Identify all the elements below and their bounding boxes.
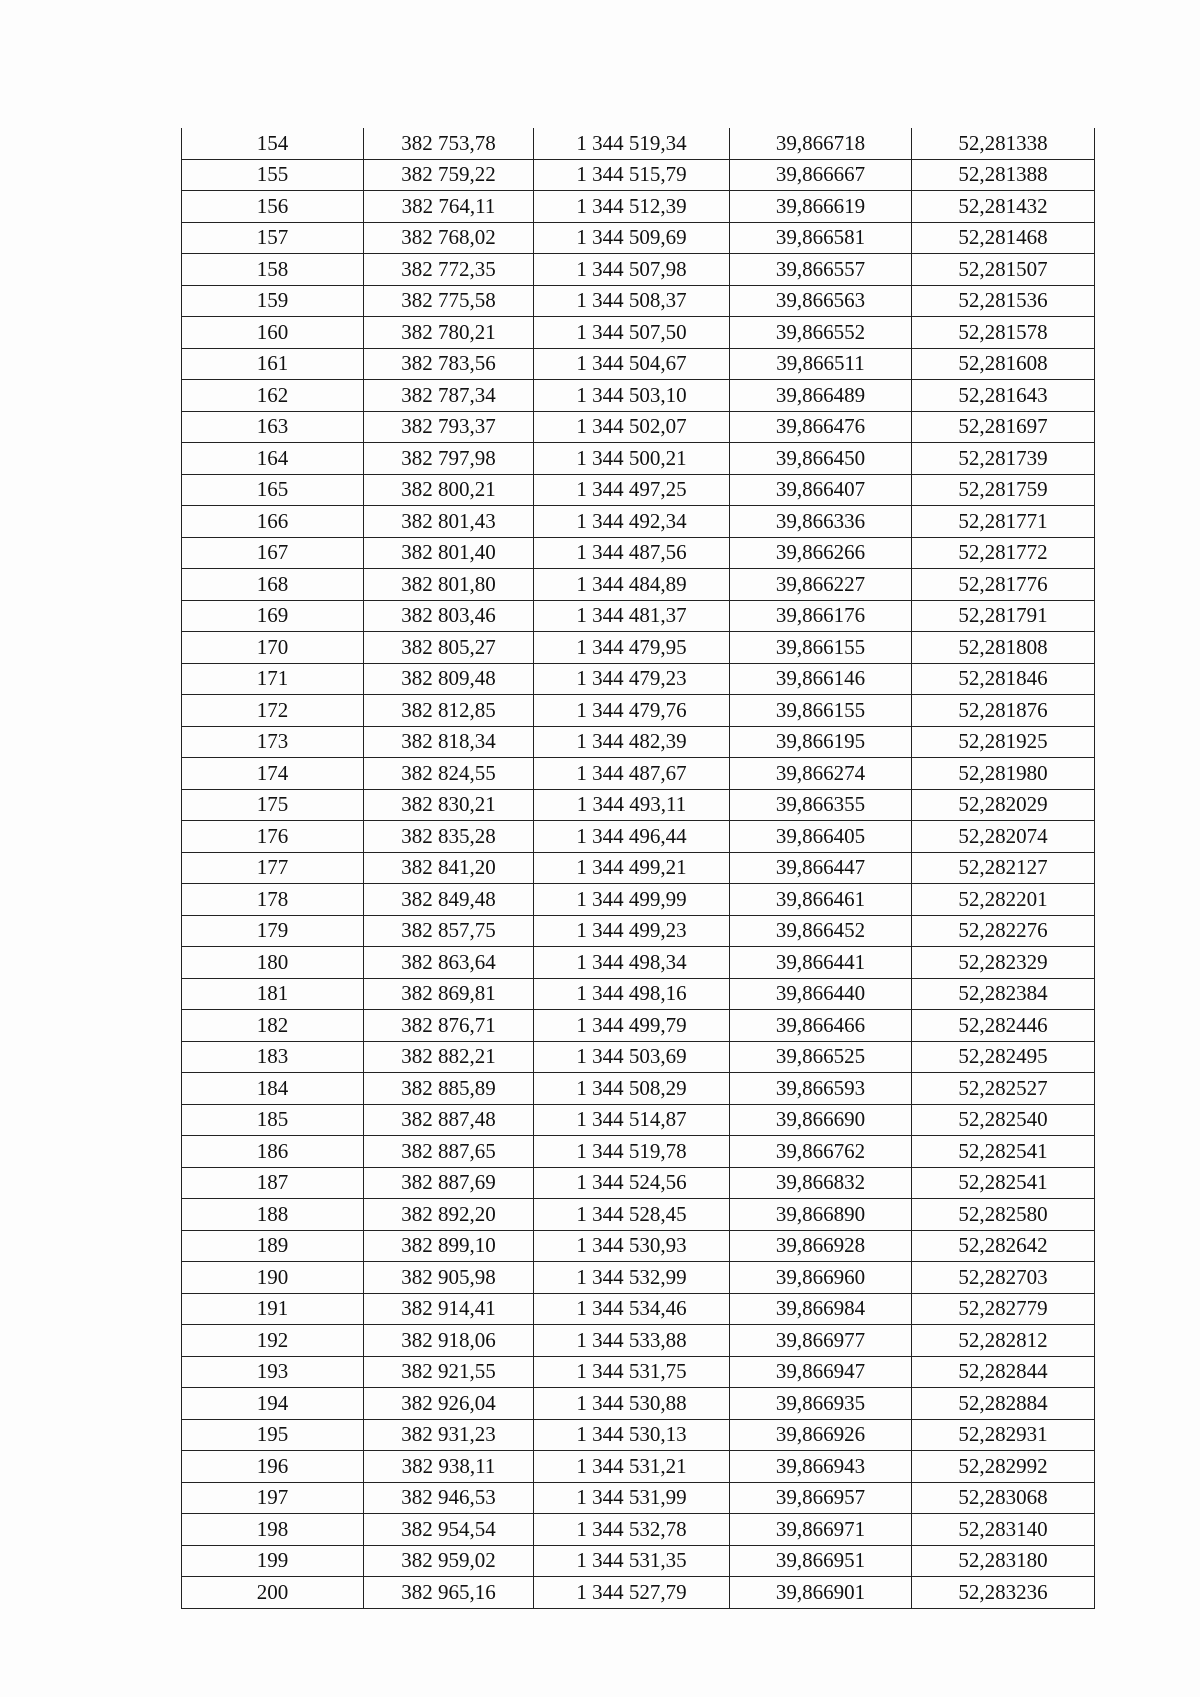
y-coordinate-cell: 1 344 507,98 bbox=[534, 254, 730, 286]
x-coordinate-cell: 382 801,40 bbox=[364, 537, 534, 569]
latitude-cell: 52,281771 bbox=[912, 506, 1095, 538]
latitude-cell: 52,282779 bbox=[912, 1293, 1095, 1325]
longitude-cell: 39,866928 bbox=[730, 1230, 912, 1262]
longitude-cell: 39,866155 bbox=[730, 695, 912, 727]
latitude-cell: 52,281338 bbox=[912, 128, 1095, 159]
x-coordinate-cell: 382 931,23 bbox=[364, 1419, 534, 1451]
y-coordinate-cell: 1 344 484,89 bbox=[534, 569, 730, 601]
latitude-cell: 52,282884 bbox=[912, 1388, 1095, 1420]
table-row bbox=[182, 852, 1095, 884]
point-number-cell: 167 bbox=[182, 537, 364, 569]
table-row bbox=[182, 1041, 1095, 1073]
latitude-cell: 52,281697 bbox=[912, 411, 1095, 443]
latitude-cell: 52,282541 bbox=[912, 1167, 1095, 1199]
y-coordinate-cell: 1 344 479,23 bbox=[534, 663, 730, 695]
point-number-cell: 185 bbox=[182, 1104, 364, 1136]
y-coordinate-cell: 1 344 482,39 bbox=[534, 726, 730, 758]
longitude-cell: 39,866762 bbox=[730, 1136, 912, 1168]
latitude-cell: 52,282329 bbox=[912, 947, 1095, 979]
y-coordinate-cell: 1 344 493,11 bbox=[534, 789, 730, 821]
latitude-cell: 52,282446 bbox=[912, 1010, 1095, 1042]
x-coordinate-cell: 382 800,21 bbox=[364, 474, 534, 506]
latitude-cell: 52,281808 bbox=[912, 632, 1095, 664]
point-number-cell: 165 bbox=[182, 474, 364, 506]
longitude-cell: 39,866336 bbox=[730, 506, 912, 538]
coordinates-table bbox=[181, 128, 1095, 1609]
x-coordinate-cell: 382 824,55 bbox=[364, 758, 534, 790]
x-coordinate-cell: 382 812,85 bbox=[364, 695, 534, 727]
point-number-cell: 157 bbox=[182, 222, 364, 254]
table-row bbox=[182, 1136, 1095, 1168]
latitude-cell: 52,281980 bbox=[912, 758, 1095, 790]
x-coordinate-cell: 382 946,53 bbox=[364, 1482, 534, 1514]
latitude-cell: 52,282384 bbox=[912, 978, 1095, 1010]
table-row bbox=[182, 1545, 1095, 1577]
x-coordinate-cell: 382 830,21 bbox=[364, 789, 534, 821]
y-coordinate-cell: 1 344 528,45 bbox=[534, 1199, 730, 1231]
y-coordinate-cell: 1 344 496,44 bbox=[534, 821, 730, 853]
point-number-cell: 197 bbox=[182, 1482, 364, 1514]
y-coordinate-cell: 1 344 530,88 bbox=[534, 1388, 730, 1420]
latitude-cell: 52,282276 bbox=[912, 915, 1095, 947]
x-coordinate-cell: 382 959,02 bbox=[364, 1545, 534, 1577]
table-row bbox=[182, 1262, 1095, 1294]
table-row bbox=[182, 915, 1095, 947]
latitude-cell: 52,282127 bbox=[912, 852, 1095, 884]
y-coordinate-cell: 1 344 479,95 bbox=[534, 632, 730, 664]
latitude-cell: 52,281468 bbox=[912, 222, 1095, 254]
point-number-cell: 173 bbox=[182, 726, 364, 758]
longitude-cell: 39,866947 bbox=[730, 1356, 912, 1388]
table-row bbox=[182, 1104, 1095, 1136]
latitude-cell: 52,282642 bbox=[912, 1230, 1095, 1262]
latitude-cell: 52,281643 bbox=[912, 380, 1095, 412]
latitude-cell: 52,281739 bbox=[912, 443, 1095, 475]
table-row bbox=[182, 1199, 1095, 1231]
table-row bbox=[182, 726, 1095, 758]
x-coordinate-cell: 382 921,55 bbox=[364, 1356, 534, 1388]
point-number-cell: 160 bbox=[182, 317, 364, 349]
longitude-cell: 39,866890 bbox=[730, 1199, 912, 1231]
latitude-cell: 52,281925 bbox=[912, 726, 1095, 758]
latitude-cell: 52,282540 bbox=[912, 1104, 1095, 1136]
y-coordinate-cell: 1 344 530,13 bbox=[534, 1419, 730, 1451]
longitude-cell: 39,866447 bbox=[730, 852, 912, 884]
y-coordinate-cell: 1 344 533,88 bbox=[534, 1325, 730, 1357]
latitude-cell: 52,282931 bbox=[912, 1419, 1095, 1451]
table-row bbox=[182, 1010, 1095, 1042]
y-coordinate-cell: 1 344 499,23 bbox=[534, 915, 730, 947]
latitude-cell: 52,281791 bbox=[912, 600, 1095, 632]
x-coordinate-cell: 382 926,04 bbox=[364, 1388, 534, 1420]
point-number-cell: 163 bbox=[182, 411, 364, 443]
y-coordinate-cell: 1 344 531,75 bbox=[534, 1356, 730, 1388]
latitude-cell: 52,282201 bbox=[912, 884, 1095, 916]
longitude-cell: 39,866943 bbox=[730, 1451, 912, 1483]
point-number-cell: 164 bbox=[182, 443, 364, 475]
point-number-cell: 186 bbox=[182, 1136, 364, 1168]
point-number-cell: 187 bbox=[182, 1167, 364, 1199]
latitude-cell: 52,282541 bbox=[912, 1136, 1095, 1168]
x-coordinate-cell: 382 764,11 bbox=[364, 191, 534, 223]
table-row bbox=[182, 600, 1095, 632]
y-coordinate-cell: 1 344 532,78 bbox=[534, 1514, 730, 1546]
longitude-cell: 39,866195 bbox=[730, 726, 912, 758]
y-coordinate-cell: 1 344 479,76 bbox=[534, 695, 730, 727]
x-coordinate-cell: 382 849,48 bbox=[364, 884, 534, 916]
longitude-cell: 39,866511 bbox=[730, 348, 912, 380]
point-number-cell: 171 bbox=[182, 663, 364, 695]
y-coordinate-cell: 1 344 508,29 bbox=[534, 1073, 730, 1105]
y-coordinate-cell: 1 344 498,16 bbox=[534, 978, 730, 1010]
point-number-cell: 170 bbox=[182, 632, 364, 664]
table-row bbox=[182, 1325, 1095, 1357]
point-number-cell: 199 bbox=[182, 1545, 364, 1577]
longitude-cell: 39,866957 bbox=[730, 1482, 912, 1514]
point-number-cell: 189 bbox=[182, 1230, 364, 1262]
latitude-cell: 52,282527 bbox=[912, 1073, 1095, 1105]
longitude-cell: 39,866355 bbox=[730, 789, 912, 821]
x-coordinate-cell: 382 797,98 bbox=[364, 443, 534, 475]
point-number-cell: 172 bbox=[182, 695, 364, 727]
y-coordinate-cell: 1 344 503,69 bbox=[534, 1041, 730, 1073]
table-row bbox=[182, 1514, 1095, 1546]
latitude-cell: 52,281536 bbox=[912, 285, 1095, 317]
longitude-cell: 39,866718 bbox=[730, 128, 912, 159]
latitude-cell: 52,281578 bbox=[912, 317, 1095, 349]
y-coordinate-cell: 1 344 509,69 bbox=[534, 222, 730, 254]
table-row bbox=[182, 1482, 1095, 1514]
y-coordinate-cell: 1 344 481,37 bbox=[534, 600, 730, 632]
point-number-cell: 200 bbox=[182, 1577, 364, 1609]
point-number-cell: 159 bbox=[182, 285, 364, 317]
x-coordinate-cell: 382 876,71 bbox=[364, 1010, 534, 1042]
y-coordinate-cell: 1 344 527,79 bbox=[534, 1577, 730, 1609]
table-row bbox=[182, 222, 1095, 254]
longitude-cell: 39,866441 bbox=[730, 947, 912, 979]
longitude-cell: 39,866581 bbox=[730, 222, 912, 254]
point-number-cell: 155 bbox=[182, 159, 364, 191]
longitude-cell: 39,866227 bbox=[730, 569, 912, 601]
point-number-cell: 177 bbox=[182, 852, 364, 884]
y-coordinate-cell: 1 344 499,99 bbox=[534, 884, 730, 916]
longitude-cell: 39,866466 bbox=[730, 1010, 912, 1042]
x-coordinate-cell: 382 869,81 bbox=[364, 978, 534, 1010]
longitude-cell: 39,866450 bbox=[730, 443, 912, 475]
y-coordinate-cell: 1 344 534,46 bbox=[534, 1293, 730, 1325]
point-number-cell: 198 bbox=[182, 1514, 364, 1546]
table-row bbox=[182, 317, 1095, 349]
x-coordinate-cell: 382 887,65 bbox=[364, 1136, 534, 1168]
latitude-cell: 52,282074 bbox=[912, 821, 1095, 853]
longitude-cell: 39,866440 bbox=[730, 978, 912, 1010]
x-coordinate-cell: 382 857,75 bbox=[364, 915, 534, 947]
x-coordinate-cell: 382 801,43 bbox=[364, 506, 534, 538]
longitude-cell: 39,866926 bbox=[730, 1419, 912, 1451]
latitude-cell: 52,281846 bbox=[912, 663, 1095, 695]
longitude-cell: 39,866619 bbox=[730, 191, 912, 223]
point-number-cell: 181 bbox=[182, 978, 364, 1010]
x-coordinate-cell: 382 780,21 bbox=[364, 317, 534, 349]
longitude-cell: 39,866563 bbox=[730, 285, 912, 317]
table-row bbox=[182, 191, 1095, 223]
y-coordinate-cell: 1 344 515,79 bbox=[534, 159, 730, 191]
y-coordinate-cell: 1 344 503,10 bbox=[534, 380, 730, 412]
longitude-cell: 39,866667 bbox=[730, 159, 912, 191]
point-number-cell: 196 bbox=[182, 1451, 364, 1483]
coordinates-table-body bbox=[182, 128, 1095, 1608]
point-number-cell: 184 bbox=[182, 1073, 364, 1105]
x-coordinate-cell: 382 753,78 bbox=[364, 128, 534, 159]
y-coordinate-cell: 1 344 531,99 bbox=[534, 1482, 730, 1514]
point-number-cell: 166 bbox=[182, 506, 364, 538]
table-row bbox=[182, 380, 1095, 412]
latitude-cell: 52,281432 bbox=[912, 191, 1095, 223]
x-coordinate-cell: 382 887,48 bbox=[364, 1104, 534, 1136]
latitude-cell: 52,283140 bbox=[912, 1514, 1095, 1546]
x-coordinate-cell: 382 803,46 bbox=[364, 600, 534, 632]
y-coordinate-cell: 1 344 519,78 bbox=[534, 1136, 730, 1168]
y-coordinate-cell: 1 344 532,99 bbox=[534, 1262, 730, 1294]
point-number-cell: 168 bbox=[182, 569, 364, 601]
longitude-cell: 39,866155 bbox=[730, 632, 912, 664]
x-coordinate-cell: 382 905,98 bbox=[364, 1262, 534, 1294]
x-coordinate-cell: 382 882,21 bbox=[364, 1041, 534, 1073]
point-number-cell: 183 bbox=[182, 1041, 364, 1073]
latitude-cell: 52,282580 bbox=[912, 1199, 1095, 1231]
point-number-cell: 179 bbox=[182, 915, 364, 947]
table-row bbox=[182, 1356, 1095, 1388]
x-coordinate-cell: 382 841,20 bbox=[364, 852, 534, 884]
table-row bbox=[182, 758, 1095, 790]
x-coordinate-cell: 382 787,34 bbox=[364, 380, 534, 412]
y-coordinate-cell: 1 344 531,35 bbox=[534, 1545, 730, 1577]
longitude-cell: 39,866951 bbox=[730, 1545, 912, 1577]
x-coordinate-cell: 382 801,80 bbox=[364, 569, 534, 601]
x-coordinate-cell: 382 863,64 bbox=[364, 947, 534, 979]
table-row bbox=[182, 1451, 1095, 1483]
latitude-cell: 52,282703 bbox=[912, 1262, 1095, 1294]
latitude-cell: 52,283180 bbox=[912, 1545, 1095, 1577]
latitude-cell: 52,281507 bbox=[912, 254, 1095, 286]
x-coordinate-cell: 382 918,06 bbox=[364, 1325, 534, 1357]
y-coordinate-cell: 1 344 531,21 bbox=[534, 1451, 730, 1483]
y-coordinate-cell: 1 344 487,56 bbox=[534, 537, 730, 569]
longitude-cell: 39,866274 bbox=[730, 758, 912, 790]
x-coordinate-cell: 382 885,89 bbox=[364, 1073, 534, 1105]
table-row bbox=[182, 569, 1095, 601]
longitude-cell: 39,866557 bbox=[730, 254, 912, 286]
table-row bbox=[182, 947, 1095, 979]
table-row bbox=[182, 1293, 1095, 1325]
point-number-cell: 162 bbox=[182, 380, 364, 412]
x-coordinate-cell: 382 914,41 bbox=[364, 1293, 534, 1325]
latitude-cell: 52,282844 bbox=[912, 1356, 1095, 1388]
y-coordinate-cell: 1 344 504,67 bbox=[534, 348, 730, 380]
table-row bbox=[182, 1167, 1095, 1199]
x-coordinate-cell: 382 938,11 bbox=[364, 1451, 534, 1483]
latitude-cell: 52,281772 bbox=[912, 537, 1095, 569]
longitude-cell: 39,866971 bbox=[730, 1514, 912, 1546]
y-coordinate-cell: 1 344 508,37 bbox=[534, 285, 730, 317]
table-row bbox=[182, 884, 1095, 916]
table-row bbox=[182, 1419, 1095, 1451]
x-coordinate-cell: 382 954,54 bbox=[364, 1514, 534, 1546]
longitude-cell: 39,866832 bbox=[730, 1167, 912, 1199]
longitude-cell: 39,866525 bbox=[730, 1041, 912, 1073]
x-coordinate-cell: 382 899,10 bbox=[364, 1230, 534, 1262]
longitude-cell: 39,866405 bbox=[730, 821, 912, 853]
point-number-cell: 182 bbox=[182, 1010, 364, 1042]
point-number-cell: 194 bbox=[182, 1388, 364, 1420]
point-number-cell: 180 bbox=[182, 947, 364, 979]
y-coordinate-cell: 1 344 492,34 bbox=[534, 506, 730, 538]
longitude-cell: 39,866266 bbox=[730, 537, 912, 569]
x-coordinate-cell: 382 759,22 bbox=[364, 159, 534, 191]
longitude-cell: 39,866960 bbox=[730, 1262, 912, 1294]
longitude-cell: 39,866935 bbox=[730, 1388, 912, 1420]
latitude-cell: 52,282992 bbox=[912, 1451, 1095, 1483]
longitude-cell: 39,866552 bbox=[730, 317, 912, 349]
x-coordinate-cell: 382 793,37 bbox=[364, 411, 534, 443]
y-coordinate-cell: 1 344 514,87 bbox=[534, 1104, 730, 1136]
y-coordinate-cell: 1 344 500,21 bbox=[534, 443, 730, 475]
latitude-cell: 52,283068 bbox=[912, 1482, 1095, 1514]
table-row bbox=[182, 506, 1095, 538]
point-number-cell: 175 bbox=[182, 789, 364, 821]
table-row bbox=[182, 1577, 1095, 1609]
x-coordinate-cell: 382 805,27 bbox=[364, 632, 534, 664]
point-number-cell: 190 bbox=[182, 1262, 364, 1294]
table-row bbox=[182, 128, 1095, 159]
point-number-cell: 193 bbox=[182, 1356, 364, 1388]
x-coordinate-cell: 382 783,56 bbox=[364, 348, 534, 380]
point-number-cell: 174 bbox=[182, 758, 364, 790]
longitude-cell: 39,866901 bbox=[730, 1577, 912, 1609]
table-row bbox=[182, 159, 1095, 191]
latitude-cell: 52,282812 bbox=[912, 1325, 1095, 1357]
point-number-cell: 161 bbox=[182, 348, 364, 380]
table-row bbox=[182, 1230, 1095, 1262]
longitude-cell: 39,866146 bbox=[730, 663, 912, 695]
y-coordinate-cell: 1 344 499,21 bbox=[534, 852, 730, 884]
point-number-cell: 158 bbox=[182, 254, 364, 286]
x-coordinate-cell: 382 887,69 bbox=[364, 1167, 534, 1199]
y-coordinate-cell: 1 344 512,39 bbox=[534, 191, 730, 223]
y-coordinate-cell: 1 344 499,79 bbox=[534, 1010, 730, 1042]
table-row bbox=[182, 474, 1095, 506]
latitude-cell: 52,283236 bbox=[912, 1577, 1095, 1609]
longitude-cell: 39,866176 bbox=[730, 600, 912, 632]
table-row bbox=[182, 663, 1095, 695]
x-coordinate-cell: 382 772,35 bbox=[364, 254, 534, 286]
latitude-cell: 52,281776 bbox=[912, 569, 1095, 601]
x-coordinate-cell: 382 892,20 bbox=[364, 1199, 534, 1231]
y-coordinate-cell: 1 344 498,34 bbox=[534, 947, 730, 979]
y-coordinate-cell: 1 344 524,56 bbox=[534, 1167, 730, 1199]
table-row bbox=[182, 978, 1095, 1010]
y-coordinate-cell: 1 344 497,25 bbox=[534, 474, 730, 506]
latitude-cell: 52,281876 bbox=[912, 695, 1095, 727]
y-coordinate-cell: 1 344 519,34 bbox=[534, 128, 730, 159]
point-number-cell: 191 bbox=[182, 1293, 364, 1325]
x-coordinate-cell: 382 835,28 bbox=[364, 821, 534, 853]
point-number-cell: 188 bbox=[182, 1199, 364, 1231]
x-coordinate-cell: 382 965,16 bbox=[364, 1577, 534, 1609]
table-row bbox=[182, 1073, 1095, 1105]
x-coordinate-cell: 382 818,34 bbox=[364, 726, 534, 758]
longitude-cell: 39,866593 bbox=[730, 1073, 912, 1105]
longitude-cell: 39,866407 bbox=[730, 474, 912, 506]
table-row bbox=[182, 1388, 1095, 1420]
longitude-cell: 39,866977 bbox=[730, 1325, 912, 1357]
point-number-cell: 176 bbox=[182, 821, 364, 853]
table-row bbox=[182, 443, 1095, 475]
latitude-cell: 52,281388 bbox=[912, 159, 1095, 191]
longitude-cell: 39,866476 bbox=[730, 411, 912, 443]
table-row bbox=[182, 348, 1095, 380]
point-number-cell: 192 bbox=[182, 1325, 364, 1357]
longitude-cell: 39,866984 bbox=[730, 1293, 912, 1325]
table-row bbox=[182, 254, 1095, 286]
table-row bbox=[182, 789, 1095, 821]
latitude-cell: 52,281759 bbox=[912, 474, 1095, 506]
y-coordinate-cell: 1 344 507,50 bbox=[534, 317, 730, 349]
longitude-cell: 39,866452 bbox=[730, 915, 912, 947]
point-number-cell: 156 bbox=[182, 191, 364, 223]
longitude-cell: 39,866461 bbox=[730, 884, 912, 916]
x-coordinate-cell: 382 775,58 bbox=[364, 285, 534, 317]
longitude-cell: 39,866690 bbox=[730, 1104, 912, 1136]
latitude-cell: 52,281608 bbox=[912, 348, 1095, 380]
y-coordinate-cell: 1 344 502,07 bbox=[534, 411, 730, 443]
point-number-cell: 195 bbox=[182, 1419, 364, 1451]
table-row bbox=[182, 821, 1095, 853]
y-coordinate-cell: 1 344 487,67 bbox=[534, 758, 730, 790]
point-number-cell: 154 bbox=[182, 128, 364, 159]
table-row bbox=[182, 285, 1095, 317]
x-coordinate-cell: 382 809,48 bbox=[364, 663, 534, 695]
x-coordinate-cell: 382 768,02 bbox=[364, 222, 534, 254]
y-coordinate-cell: 1 344 530,93 bbox=[534, 1230, 730, 1262]
table-row bbox=[182, 537, 1095, 569]
longitude-cell: 39,866489 bbox=[730, 380, 912, 412]
point-number-cell: 178 bbox=[182, 884, 364, 916]
table-row bbox=[182, 695, 1095, 727]
latitude-cell: 52,282495 bbox=[912, 1041, 1095, 1073]
latitude-cell: 52,282029 bbox=[912, 789, 1095, 821]
table-row bbox=[182, 411, 1095, 443]
point-number-cell: 169 bbox=[182, 600, 364, 632]
table-row bbox=[182, 632, 1095, 664]
